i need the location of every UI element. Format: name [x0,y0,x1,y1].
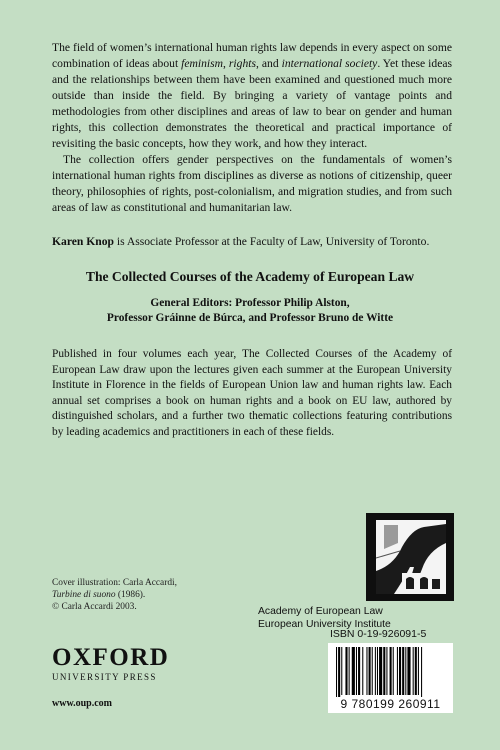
academy-line-1: Academy of European Law [258,606,383,617]
editors-line-2: Professor Gráinne de Búrca, and Professor Bruno de Witte [106,312,394,324]
artwork-year: (1986). [115,590,146,600]
series-editors [0,296,500,326]
blurb [52,40,452,216]
credit-line-1: Cover illustration: Carla Accardi, [52,578,177,588]
credit-line-2 [52,589,202,601]
cover-credit [52,577,202,613]
artwork-title: Turbine di suono [52,590,116,600]
publisher-url: www.oup.com [52,698,113,709]
publisher-press: UNIVERSITY PRESS [52,672,157,682]
barcode-number: 9 780199 260911 [328,697,453,711]
academy-logo [366,513,454,601]
emphasis-rights: rights [228,57,256,70]
author-name: Karen Knop [52,235,114,248]
blurb-text: , and [255,57,282,70]
editors-line-1: General Editors: Professor Philip Alston, [150,297,350,309]
isbn-label: ISBN 0-19-926091-5 [330,628,427,640]
credit-copyright: © Carla Accardi 2003. [52,602,137,612]
blurb-paragraph-2: The collection offers gender perspectives on the fundamentals of women’s international human rights from disciplines as diverse as notions of citizenship, queer theory, philosophies of rights, post-colonialism, and migration studies, and from such areas of law as constitutional and humanitarian law. [52,153,452,214]
blurb-paragraph-1 [52,40,452,152]
emphasis-international-society: international society [281,57,378,70]
blurb-text: . Yet these ideas and the relationships between them have been examined and questioned much more outside than inside the field. By bringing a variety of vantage points and methodologies from other disciplines and areas of law to bear on gender and human rights, this collection demonstrates the theoretical and practical importance of revisiting the basic concepts, how they work, and how they interact. [52,57,453,150]
series-title: The Collected Courses of the Academy of European Law [85,269,415,284]
publisher-logo: OXFORD [52,644,170,671]
author-bio [52,234,452,250]
series-description: Published in four volumes each year, The Collected Courses of the Academy of European Law draw upon the lectures given each summer at the European University Institute in Florence in the fields of European Union law and human rights law. Each annual set comprises a book on human rights and a book on EU law, authored by distinguished scholars, and a further two thematic collections featuring contributions by leading academics and practitioners in each of these fields. [52,348,452,438]
author-bio-text: is Associate Professor at the Faculty of Law, University of Toronto. [113,235,430,248]
academy-logo-icon [366,513,454,601]
blurb-text: , [223,57,229,70]
academy-line-2: European University Institute [258,619,391,630]
blurb-text: The field of women’s international human rights law depends in every aspect on some combination of ideas about [52,41,452,70]
barcode-icon [328,643,453,699]
emphasis-feminism: feminism [181,57,224,70]
